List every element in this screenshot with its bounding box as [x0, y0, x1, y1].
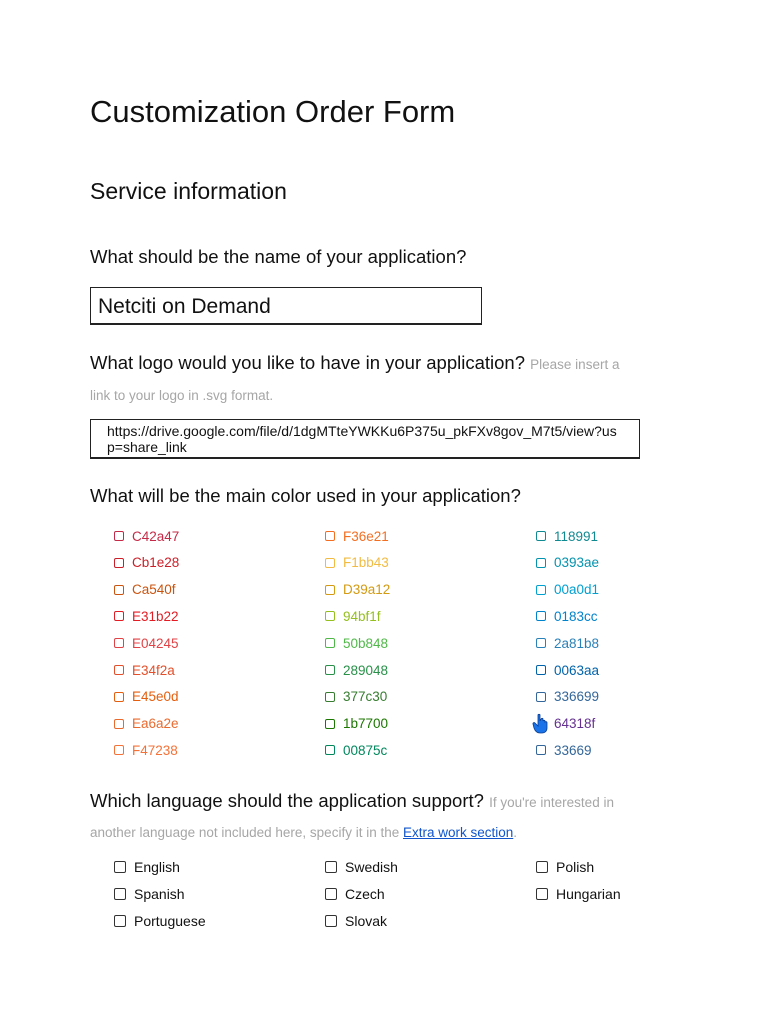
checkbox-icon[interactable] — [325, 585, 335, 595]
language-option-label: Slovak — [345, 912, 388, 929]
checkbox-icon[interactable] — [325, 665, 335, 675]
language-option-slovak[interactable] — [325, 911, 387, 931]
color-column-1 — [114, 526, 294, 766]
checkbox-icon[interactable] — [536, 585, 546, 595]
question-language-text: Which language should the application support? — [90, 790, 484, 811]
checkbox-icon[interactable] — [536, 888, 548, 900]
checkbox-icon[interactable] — [536, 665, 546, 675]
checkbox-icon[interactable] — [325, 745, 335, 755]
color-option-label: 336699 — [554, 689, 600, 705]
language-option-label: Hungarian — [556, 885, 621, 902]
color-option-label: F36e21 — [343, 528, 389, 544]
language-column-2 — [325, 857, 505, 937]
color-column-2 — [325, 526, 505, 766]
color-option-label: 2a81b8 — [554, 635, 600, 651]
color-option-118991[interactable] — [536, 526, 598, 546]
language-option-label: Czech — [345, 885, 385, 902]
color-option-1b7700[interactable] — [325, 714, 388, 734]
color-option-label: 0063aa — [554, 662, 600, 678]
color-column-3 — [536, 526, 716, 766]
color-option-label: Ea6a2e — [132, 716, 179, 732]
color-option-label: 289048 — [343, 662, 389, 678]
question-language-hint: If you're interested in — [489, 795, 614, 810]
checkbox-icon[interactable] — [325, 861, 337, 873]
color-option-label: 0183cc — [554, 608, 598, 624]
color-option-label: Ca540f — [132, 582, 176, 598]
color-option-336699[interactable] — [536, 687, 599, 707]
checkbox-icon[interactable] — [325, 611, 335, 621]
question-logo-hint: Please insert a — [530, 357, 620, 372]
color-option-ea6a2e[interactable] — [114, 714, 179, 734]
color-option-label: D39a12 — [343, 582, 391, 598]
checkbox-icon[interactable] — [325, 531, 335, 541]
color-option-2a81b8[interactable] — [536, 633, 599, 653]
language-column-3 — [536, 857, 716, 937]
hand-cursor-icon — [532, 713, 550, 735]
language-option-label: Polish — [556, 859, 595, 875]
color-option-50b848[interactable] — [325, 633, 388, 653]
color-option-label: 118991 — [554, 528, 599, 544]
checkbox-icon[interactable] — [114, 665, 124, 675]
color-option-e34f2a[interactable] — [114, 660, 175, 680]
checkbox-icon[interactable] — [114, 638, 124, 648]
color-option-f36e21[interactable] — [325, 526, 389, 546]
color-option-e31b22[interactable] — [114, 606, 179, 626]
color-option-label: E45e0d — [132, 689, 179, 705]
color-option-label: 377c30 — [343, 689, 388, 705]
checkbox-icon[interactable] — [325, 638, 335, 648]
color-option-cb1e28[interactable] — [114, 553, 179, 573]
color-option-label: E34f2a — [132, 662, 175, 678]
checkbox-icon[interactable] — [114, 719, 124, 729]
color-option-289048[interactable] — [325, 660, 388, 680]
color-option-label: F47238 — [132, 742, 178, 758]
color-option-377c30[interactable] — [325, 687, 387, 707]
language-option-label: Swedish — [345, 859, 398, 875]
checkbox-icon[interactable] — [325, 558, 335, 568]
checkbox-icon[interactable] — [325, 692, 335, 702]
checkbox-icon[interactable] — [114, 611, 124, 621]
color-option-label: C42a47 — [132, 528, 180, 544]
color-option-c42a47[interactable] — [114, 526, 179, 546]
section-title: Service information — [90, 178, 287, 204]
page-title: Customization Order Form — [90, 94, 456, 129]
checkbox-icon[interactable] — [325, 719, 335, 729]
color-option-d39a12[interactable] — [325, 580, 390, 600]
color-option-label: 00a0d1 — [554, 582, 600, 598]
checkbox-icon[interactable] — [114, 692, 124, 702]
language-option-label: Portuguese — [134, 912, 206, 929]
color-option-label: Cb1e28 — [132, 555, 180, 571]
color-option-label: 33669 — [554, 742, 592, 758]
language-option-polish[interactable] — [536, 857, 594, 877]
color-option-ca540f[interactable] — [114, 580, 176, 600]
color-option-0063aa[interactable] — [536, 660, 599, 680]
color-option-label: 64318f — [554, 716, 596, 732]
language-option-swedish[interactable] — [325, 857, 398, 877]
checkbox-icon[interactable] — [536, 861, 548, 873]
color-option-label: 0393ae — [554, 555, 600, 571]
language-hint-period: . — [513, 825, 518, 840]
logo-link-field[interactable]: https://drive.google.com/file/d/1dgMTteYWKKu6P375u_pkFXv8gov_M7t5/view?usp=share_link — [90, 419, 640, 459]
question-logo — [90, 352, 619, 374]
color-option-label: 00875c — [343, 742, 388, 758]
color-option-0393ae[interactable] — [536, 553, 599, 573]
language-option-portuguese[interactable] — [114, 911, 206, 931]
color-option-label: F1bb43 — [343, 555, 389, 571]
language-option-czech[interactable] — [325, 884, 385, 904]
question-language — [90, 790, 614, 812]
color-option-f1bb43[interactable] — [325, 553, 389, 573]
extra-work-link[interactable]: Extra work section — [402, 825, 514, 840]
color-option-0183cc[interactable] — [536, 606, 598, 626]
language-option-label: English — [134, 859, 180, 875]
color-option-label: 50b848 — [343, 635, 389, 651]
question-color: What will be the main color used in your application? — [90, 485, 521, 506]
color-option-label: E04245 — [132, 635, 179, 651]
language-option-label: Spanish — [134, 885, 185, 902]
language-option-hungarian[interactable] — [536, 884, 621, 904]
checkbox-icon[interactable] — [536, 558, 546, 568]
checkbox-icon[interactable] — [536, 531, 546, 541]
logo-hint-line: link to your logo in .svg format. — [90, 388, 274, 403]
color-option-label: E31b22 — [132, 608, 179, 624]
color-option-f47238[interactable] — [114, 740, 178, 760]
language-column-1 — [114, 857, 294, 937]
checkbox-icon[interactable] — [114, 861, 126, 873]
language-option-spanish[interactable] — [114, 884, 185, 904]
checkbox-icon[interactable] — [536, 611, 546, 621]
checkbox-icon[interactable] — [114, 745, 124, 755]
color-option-00a0d1[interactable] — [536, 580, 599, 600]
checkbox-icon[interactable] — [114, 888, 126, 900]
color-option-label: 94bf1f — [343, 608, 381, 624]
question-app-name: What should be the name of your application? — [90, 246, 467, 267]
checkbox-icon[interactable] — [536, 692, 546, 702]
question-logo-text: What logo would you like to have in your application? — [90, 352, 526, 373]
checkbox-icon[interactable] — [114, 585, 124, 595]
checkbox-icon[interactable] — [114, 558, 124, 568]
color-option-e45e0d[interactable] — [114, 687, 179, 707]
app-name-field[interactable]: Netciti on Demand — [90, 287, 482, 325]
color-option-64318f[interactable] — [536, 714, 595, 734]
checkbox-icon[interactable] — [114, 915, 126, 927]
color-option-94bf1f[interactable] — [325, 606, 381, 626]
color-option-label: 1b7700 — [343, 716, 389, 732]
checkbox-icon[interactable] — [536, 745, 546, 755]
color-option-e04245[interactable] — [114, 633, 179, 653]
checkbox-icon[interactable] — [325, 888, 337, 900]
checkbox-icon[interactable] — [114, 531, 124, 541]
language-option-english[interactable] — [114, 857, 180, 877]
color-option-33669[interactable] — [536, 740, 592, 760]
checkbox-icon[interactable] — [536, 638, 546, 648]
checkbox-icon[interactable] — [325, 915, 337, 927]
language-hint-text: another language not included here, specify it in the — [90, 825, 400, 840]
language-hint-line — [90, 825, 517, 840]
color-option-00875c[interactable] — [325, 740, 387, 760]
